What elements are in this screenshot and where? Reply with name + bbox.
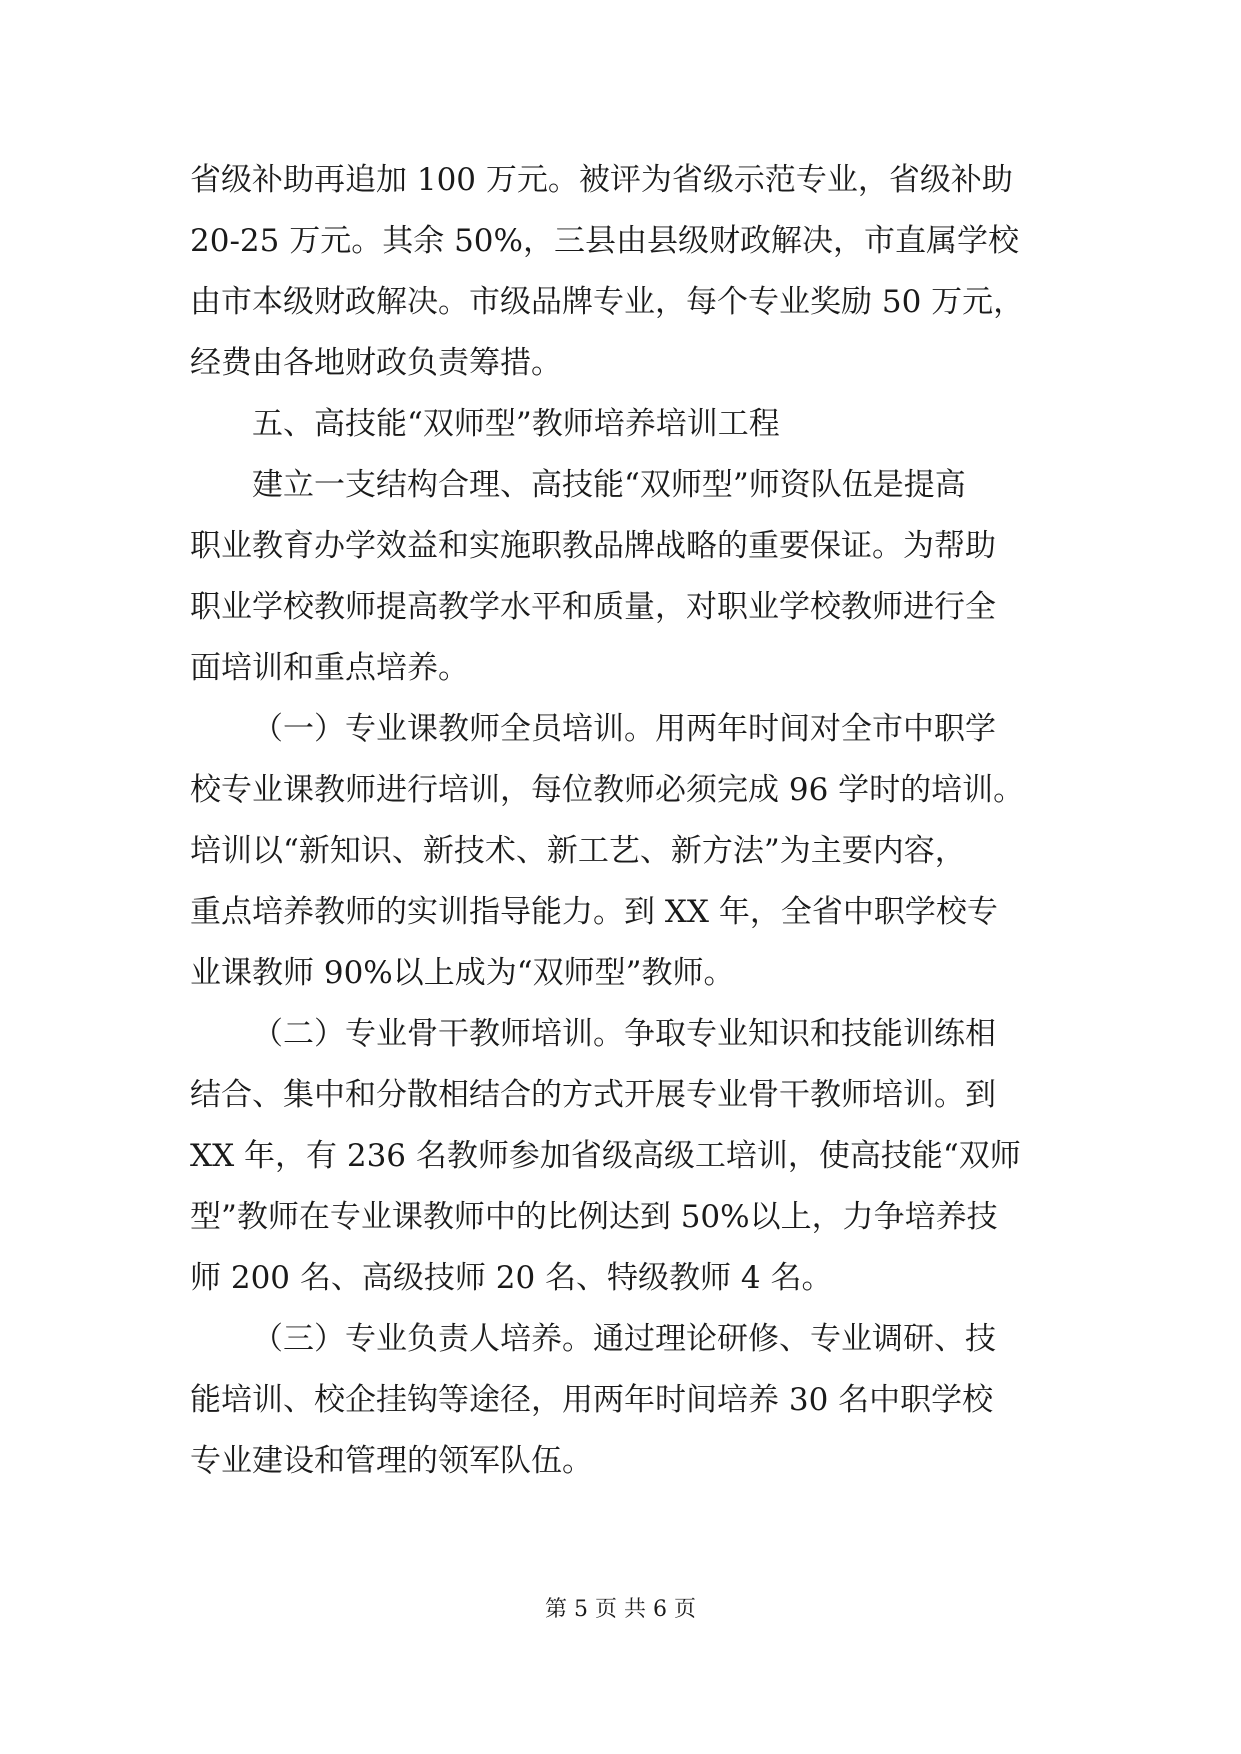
body-line-1: 省级补助再追加 100 万元。被评为省级示范专业，省级补助 bbox=[190, 162, 1013, 198]
page-number-footer: 第 5 页 共 6 页 bbox=[545, 1597, 696, 1622]
subsection-2-line-4: 型”教师在专业课教师中的比例达到 50%以上，力争培养技 bbox=[190, 1199, 998, 1235]
body-line-6: 建立一支结构合理、高技能“双师型”师资队伍是提高 bbox=[252, 467, 966, 503]
body-line-7: 职业教育办学效益和实施职教品牌战略的重要保证。为帮助 bbox=[190, 528, 996, 564]
subsection-1-line-3: 培训以“新知识、新技术、新工艺、新方法”为主要内容， bbox=[190, 833, 966, 869]
subsection-2-line-1: （二）专业骨干教师培训。争取专业知识和技能训练相 bbox=[252, 1016, 996, 1052]
body-line-2: 20-25 万元。其余 50%，三县由县级财政解决，市直属学校 bbox=[190, 223, 1019, 259]
body-line-9: 面培训和重点培养。 bbox=[190, 650, 469, 686]
subsection-3-line-3: 专业建设和管理的领军队伍。 bbox=[190, 1443, 593, 1479]
subsection-1-line-1: （一）专业课教师全员培训。用两年时间对全市中职学 bbox=[252, 711, 996, 747]
document-body bbox=[190, 150, 1060, 1492]
body-line-4: 经费由各地财政负责筹措。 bbox=[190, 345, 562, 381]
subsection-2-line-2: 结合、集中和分散相结合的方式开展专业骨干教师培训。到 bbox=[190, 1077, 996, 1113]
subsection-3-line-2: 能培训、校企挂钩等途径，用两年时间培养 30 名中职学校 bbox=[190, 1382, 994, 1418]
body-line-8: 职业学校教师提高教学水平和质量，对职业学校教师进行全 bbox=[190, 589, 996, 625]
subsection-2-line-3: XX 年，有 236 名教师参加省级高级工培训，使高技能“双师 bbox=[190, 1138, 1021, 1174]
section-heading: 五、高技能“双师型”教师培养培训工程 bbox=[252, 406, 780, 442]
subsection-1-line-4: 重点培养教师的实训指导能力。到 XX 年，全省中职学校专 bbox=[190, 894, 998, 930]
subsection-1-line-5: 业课教师 90%以上成为“双师型”教师。 bbox=[190, 955, 735, 991]
subsection-3-line-1: （三）专业负责人培养。通过理论研修、专业调研、技 bbox=[252, 1321, 996, 1357]
subsection-2-line-5: 师 200 名、高级技师 20 名、特级教师 4 名。 bbox=[190, 1260, 833, 1296]
body-line-3: 由市本级财政解决。市级品牌专业，每个专业奖励 50 万元， bbox=[190, 284, 1025, 320]
subsection-1-line-2: 校专业课教师进行培训，每位教师必须完成 96 学时的培训。 bbox=[190, 772, 1025, 808]
